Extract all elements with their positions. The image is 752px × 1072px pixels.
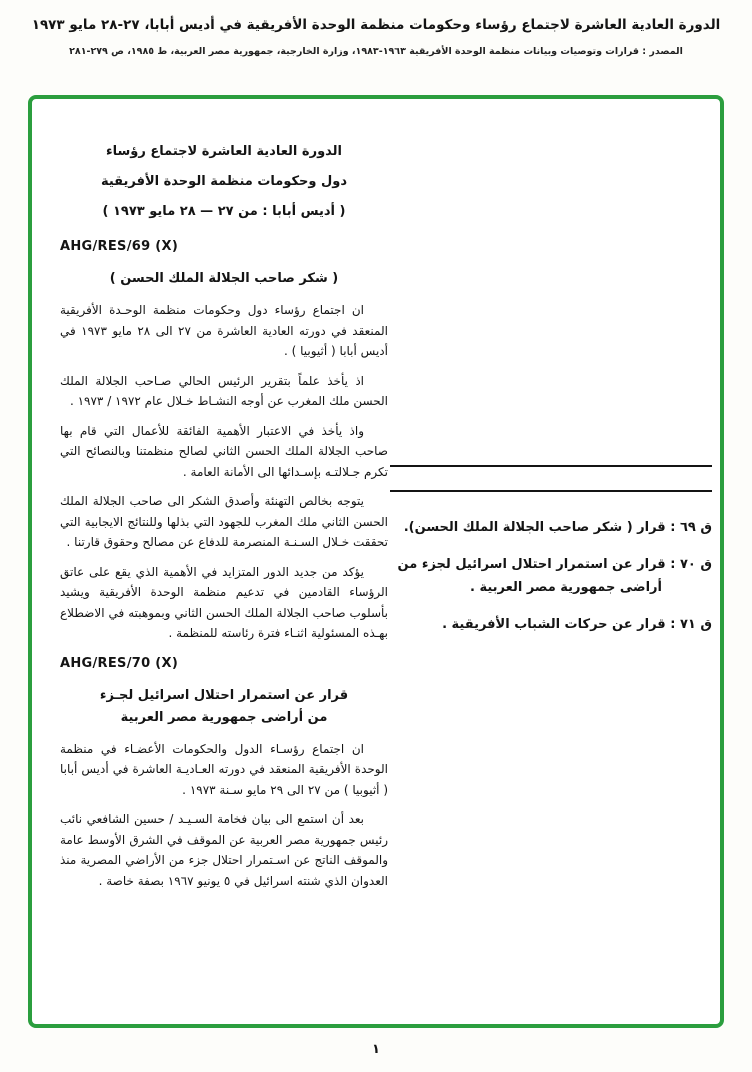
index-item-text: قرار ( شكر صاحب الجلالة الملك الحسن). xyxy=(403,520,666,535)
resolution-69-title: ( شكر صاحب الجلالة الملك الحسن ) xyxy=(109,271,339,286)
resolution-69-paragraph-4: يتوجه بخالص التهنئة وأصدق الشكر الى صاحب الجلالة الملك الحسن الثاني ملك المغرب للجهود التي بذلها وللنتائج الايجابية التي تحققت خـلال السـنـة المنصرمة للدفاع عن مصالح وحقوق قارتنا . xyxy=(60,494,388,549)
index-item-number: ق ٧٠ : xyxy=(670,557,712,572)
resolution-70-label: AHG/RES/70 (X) xyxy=(60,655,179,671)
header-session-title: الدورة العادية العاشرة لاجتماع رؤساء وحكومات منظمة الوحدة الأفريقية في أديس أبابا، ٢٧-٢٨ مايو ١٩٧٣ xyxy=(31,17,721,33)
title-line-2: دول وحكومات منظمة الوحدة الأفريقية xyxy=(100,174,348,189)
index-item-number: ق ٧١ : xyxy=(670,617,712,632)
resolution-70-paragraph-1: ان اجتماع رؤسـاء الدول والحكومات الأعضـاء في منظمة الوحدة الأفريقية المنعقد في دورته العـاديـة العاشرة في أديس أبابا ( أثيوبيا ) من ٢٧ الى ٢٩ مايو سـنة ١٩٧٣ . xyxy=(60,741,388,797)
green-frame xyxy=(28,95,724,1028)
resolution-69-paragraph-1: ان اجتماع رؤساء دول وحكومات منظمة الوحـدة الأفريقية المنعقد في دورته العادية العاشرة من ٢٧ الى ٢٨ مايو ١٩٧٣ في أديس أبابا ( أثيوبيا ) . xyxy=(60,303,388,358)
header-source-line: المصدر : قرارات وتوصيات وبيانات منظمة الوحدة الأفريقية ١٩٦٣-١٩٨٣، وزارة الخارجية، جمهورية مصر العربية، ط ١٩٨٥، ص ٢٧٩-٢٨١ xyxy=(69,46,683,57)
sidebar-rule-top xyxy=(390,465,712,467)
resolution-70-title-line-1: قرار عن استمرار احتلال اسرائيل لجـزء xyxy=(99,687,349,703)
page-number: ١ xyxy=(372,1042,380,1057)
index-item-res-69 xyxy=(390,516,712,539)
resolution-70-paragraph-2: بعد أن استمع الى بيان فخامة السـيـد / حسين الشافعي نائب رئيس جمهورية مصر العربية عن الموقف في الشرق الأوسط عامة والموقف الناتج عن اسـتمرار احتلال جزء من الأراضي المصرية منذ العدوان الذي شنته اسرائيل في ٥ يونيو ١٩٦٧ بصفة خاصة . xyxy=(60,812,388,888)
resolution-69-paragraph-3: واذ يأخذ في الاعتبار الأهمية الفائقة للأعمال التي قام بها صاحب الجلالة الملك الحسن الثاني لصالح منظمتنا وبالنصائح التي تكرم جـلالتـه بإسـدائها الى الأمانة العامة . xyxy=(60,423,388,479)
index-item-text: قرار عن استمرار احتلال اسرائيل لجزء من أراضى جمهورية مصر العربية . xyxy=(397,557,666,595)
resolution-69-label: AHG/RES/69 (X) xyxy=(60,239,179,254)
index-item-text: قرار عن حركات الشباب الأفريقية . xyxy=(442,617,666,632)
resolution-69-paragraph-2: اذ يأخذ علماً بتقرير الرئيس الحالي صـاحب الجلالة الملك الحسن ملك المغرب عن أوجه النشـاط خـلال عام ١٩٧٢ / ١٩٧٣ . xyxy=(60,373,388,408)
document-title-block xyxy=(60,137,388,227)
resolution-70-title-line-2: من أراضى جمهورية مصر العربية xyxy=(120,709,328,725)
resolution-69-paragraph-5: يؤكد من جديد الدور المتزايد في الأهمية الذي يقع على عاتق الرؤساء القادمين في تدعيم منظمة الوحدة الأفريقية ويشيد بأسلوب صاحب الجلالة الملك الحسن الثاني وبموهبته في الاضطلاع بهـذه المسئولية اثنـاء فترة رئاسته للمنظمة . xyxy=(60,564,388,640)
document-header xyxy=(0,16,752,58)
index-item-res-70 xyxy=(390,553,712,599)
title-line-3: ( أديس أبابا : من ٢٧ — ٢٨ مايو ١٩٧٣ ) xyxy=(102,204,346,219)
index-item-res-71 xyxy=(390,613,712,636)
title-line-1: الدورة العادية العاشرة لاجتماع رؤساء xyxy=(106,144,342,159)
sidebar-rule-bottom xyxy=(390,490,712,492)
resolutions-index-sidebar xyxy=(390,465,712,650)
main-column xyxy=(60,137,388,900)
index-item-number: ق ٦٩ : xyxy=(670,520,712,535)
resolution-70-title xyxy=(60,685,388,729)
